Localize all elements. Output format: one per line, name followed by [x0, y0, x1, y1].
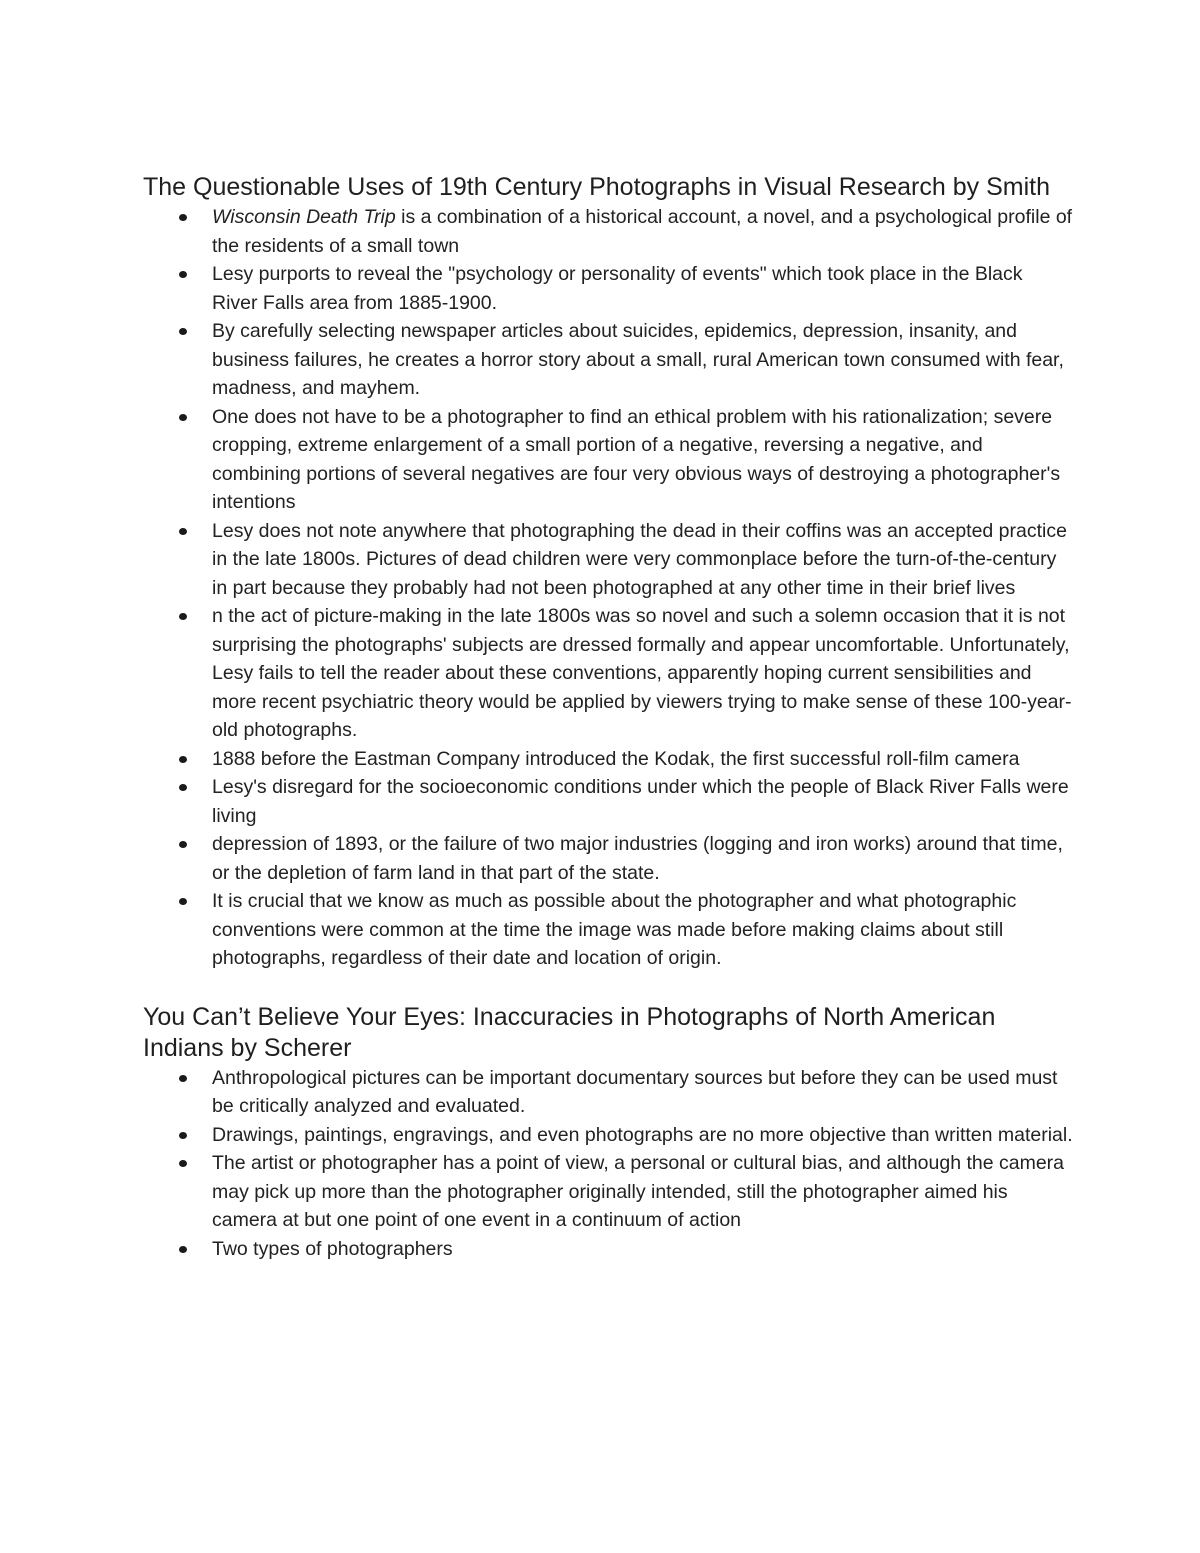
list-item-text: Lesy does not note anywhere that photographing the dead in their coffins was an accepted practice in the late 1800s. Pictures of dead children were very commonplace before the turn-of-the-century in part because they probably had not been photographed at any other time in their brief lives — [212, 519, 1067, 599]
bullet-icon — [179, 1132, 187, 1139]
list-item-text: Two types of photographers — [212, 1237, 453, 1260]
book-title: Wisconsin Death Trip — [212, 206, 396, 228]
bullet-icon — [179, 898, 187, 905]
list-item — [143, 1121, 1073, 1150]
section-smith — [143, 172, 1073, 973]
list-item-text: Lesy's disregard for the socioeconomic conditions under which the people of Black River Falls were living — [212, 776, 1069, 827]
bullet-icon — [179, 784, 187, 791]
bullet-icon — [179, 756, 187, 763]
list-item-text: One does not have to be a photographer to find an ethical problem with his rationalization; severe cropping, extreme enlargement of a small portion of a negative, reversing a negative, and combining portions of several negatives are four very obvious ways of destroying a photographer's intentions — [212, 405, 1061, 513]
bullet-icon — [179, 841, 187, 848]
list-item-text: n the act of picture-making in the late 1800s was so novel and such a solemn occasion that it is not surprising the photographs' subjects are dressed formally and appear uncomfortable. Unfortunately, Lesy fails to tell the reader about these conventions, apparently hoping current sensibilities and more recent psychiatric theory would be applied by viewers trying to make sense of these 100-year-old photographs. — [212, 605, 1072, 741]
bullet-list — [143, 1064, 1073, 1264]
list-item-text: depression of 1893, or the failure of two major industries (logging and iron works) around that time, or the depletion of farm land in that part of the state. — [212, 833, 1063, 884]
bullet-icon — [179, 1160, 187, 1167]
section-heading: You Can’t Believe Your Eyes: Inaccuracies in Photographs of North American Indians by Scherer — [143, 1002, 996, 1062]
list-item — [143, 830, 1073, 887]
list-item — [143, 773, 1073, 830]
list-item-text: The artist or photographer has a point of view, a personal or cultural bias, and although the camera may pick up more than the photographer originally intended, still the photographer aimed his camera at but one point of one event in a continuum of action — [212, 1152, 1065, 1231]
list-item — [143, 887, 1073, 973]
list-item — [143, 602, 1073, 745]
list-item — [143, 317, 1073, 403]
section-heading: The Questionable Uses of 19th Century Photographs in Visual Research by Smith — [143, 173, 1050, 201]
list-item — [143, 1064, 1073, 1121]
list-item — [143, 203, 1073, 260]
list-item-text: 1888 before the Eastman Company introduced the Kodak, the first successful roll-film camera — [212, 747, 1020, 770]
list-item-text: Lesy purports to reveal the "psychology or personality of events" which took place in the Black River Falls area from 1885-1900. — [212, 263, 1023, 314]
list-item — [143, 403, 1073, 517]
bullet-icon — [179, 414, 187, 421]
bullet-icon — [179, 1075, 187, 1082]
list-item-text: It is crucial that we know as much as possible about the photographer and what photographic conventions were common at the time the image was made before making claims about still photographs, regardless of their date and location of origin. — [212, 890, 1017, 969]
bullet-list — [143, 203, 1073, 973]
bullet-icon — [179, 271, 187, 278]
list-item — [143, 1235, 1073, 1264]
list-item — [143, 517, 1073, 603]
list-item — [143, 745, 1073, 774]
list-item — [143, 260, 1073, 317]
bullet-icon — [179, 328, 187, 335]
list-item — [143, 1149, 1073, 1235]
list-item-text: Anthropological pictures can be important documentary sources but before they can be used must be critically analyzed and evaluated. — [212, 1066, 1058, 1117]
document-page — [143, 168, 1073, 1263]
section-scherer — [143, 1002, 1073, 1264]
bullet-icon — [179, 214, 187, 221]
bullet-icon — [179, 613, 187, 620]
bullet-icon — [179, 1246, 187, 1253]
bullet-icon — [179, 528, 187, 535]
list-item-text: is a combination of a historical account, a novel, and a psychological profile of the residents of a small town — [212, 206, 1073, 257]
list-item-text: Drawings, paintings, engravings, and even photographs are no more objective than written material. — [212, 1123, 1073, 1146]
list-item-text: By carefully selecting newspaper articles about suicides, epidemics, depression, insanity, and business failures, he creates a horror story about a small, rural American town consumed with fear, madness, and mayhem. — [212, 320, 1064, 399]
